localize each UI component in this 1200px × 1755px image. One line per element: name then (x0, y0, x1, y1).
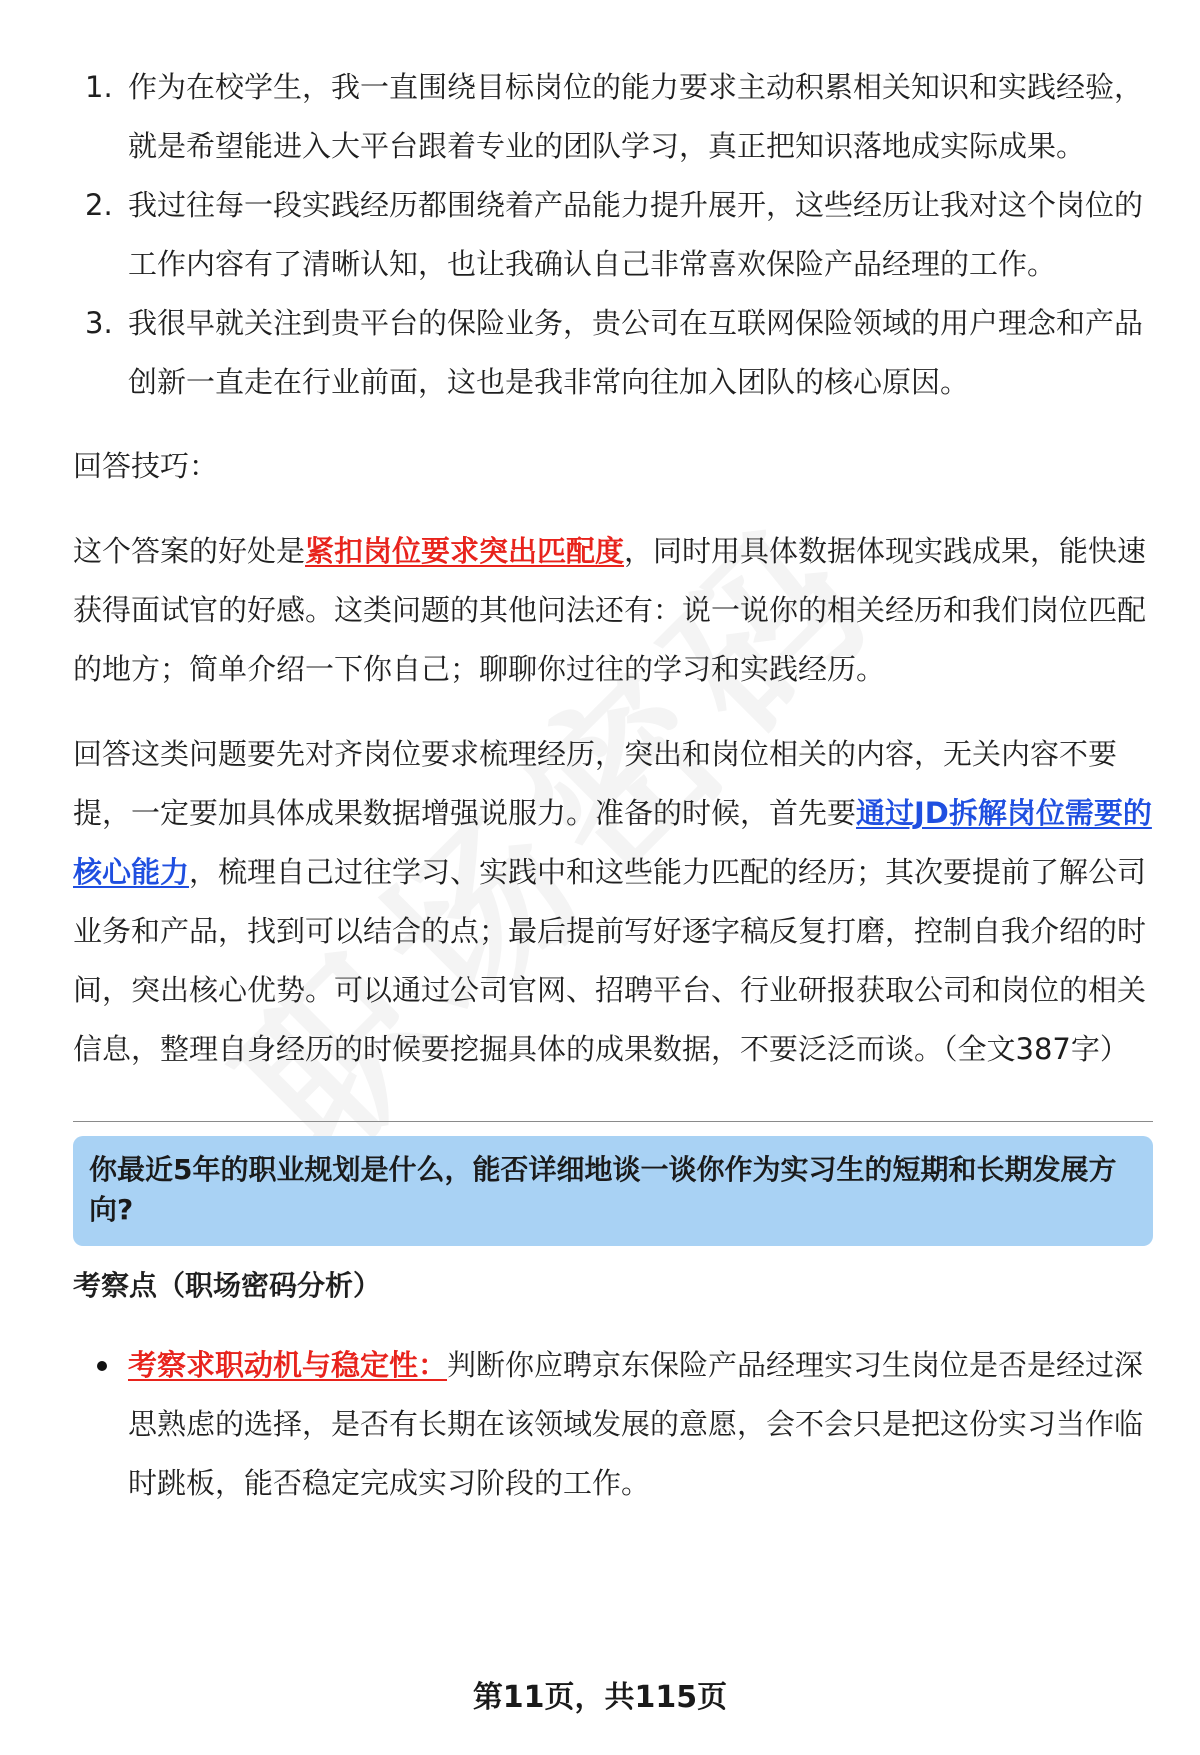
bullet-icon (97, 1361, 107, 1371)
section-divider (73, 1121, 1153, 1122)
page-number-footer: 第11页，共115页 (472, 1680, 728, 1715)
tips-heading: 回答技巧： (73, 449, 219, 483)
list-number: 3. (85, 306, 113, 340)
preparation-paragraph (73, 725, 1153, 1079)
point-highlight: 考察求职动机与稳定性： (128, 1348, 448, 1382)
paragraph-text: 这个答案的好处是 (73, 534, 306, 568)
list-item-text: 作为在校学生，我一直围绕目标岗位的能力要求主动积累相关知识和实践经验，就是希望能进入大平台跟着专业的团队学习，真正把知识落地成实际成果。 (128, 70, 1144, 163)
key-phrase-link[interactable]: 通过JD拆解岗位需要的核心能力 (73, 796, 1152, 889)
analysis-points (73, 1336, 1153, 1513)
point-text: 判断你应聘京东保险产品经理实习生岗位是否是经过深思熟虑的选择，是否有长期在该领域发展的意愿，会不会只是把这份实习当作临时跳板，能否稳定完成实习阶段的工作。 (128, 1348, 1144, 1500)
list-item (73, 176, 1153, 294)
list-item-text: 我过往每一段实践经历都围绕着产品能力提升展开，这些经历让我对这个岗位的工作内容有了清晰认知，也让我确认自己非常喜欢保险产品经理的工作。 (128, 188, 1144, 281)
list-number: 1. (85, 70, 113, 104)
paragraph-text: ，梳理自己过往学习、实践中和这些能力匹配的经历；其次要提前了解公司业务和产品，找到可以结合的点；最后提前写好逐字稿反复打磨，控制自我介绍的时间，突出核心优势。可以通过公司官网、招聘平台、行业研报获取公司和岗位的相关信息，整理自身经历的时候要挖掘具体的成果数据，不要泛泛而谈。（全文387字） (73, 855, 1147, 1066)
answer-list (73, 58, 1153, 412)
page-content (73, 58, 1153, 1513)
paragraph-text: 回答这类问题要先对齐岗位要求梳理经历，突出和岗位相关的内容，无关内容不要提，一定要加具体成果数据增强说服力。准备的时候，首先要 (73, 737, 1118, 830)
paragraph-text: ，同时用具体数据体现实践成果，能快速获得面试官的好感。这类问题的其他问法还有：说一说你的相关经历和我们岗位匹配的地方；简单介绍一下你自己；聊聊你过往的学习和实践经历。 (73, 534, 1147, 686)
answer-benefit-paragraph (73, 522, 1153, 699)
list-number: 2. (85, 188, 113, 222)
section-heading: 考察点（职场密码分析） (73, 1269, 382, 1302)
question-box: 你最近5年的职业规划是什么，能否详细地谈一谈你作为实习生的短期和长期发展方向? (73, 1136, 1153, 1246)
key-phrase-highlight: 紧扣岗位要求突出匹配度 (305, 534, 625, 568)
list-item-text: 我很早就关注到贵平台的保险业务，贵公司在互联网保险领域的用户理念和产品创新一直走在行业前面，这也是我非常向往加入团队的核心原因。 (128, 306, 1144, 399)
list-item (73, 294, 1153, 412)
list-item (73, 1336, 1153, 1513)
list-item (73, 58, 1153, 176)
